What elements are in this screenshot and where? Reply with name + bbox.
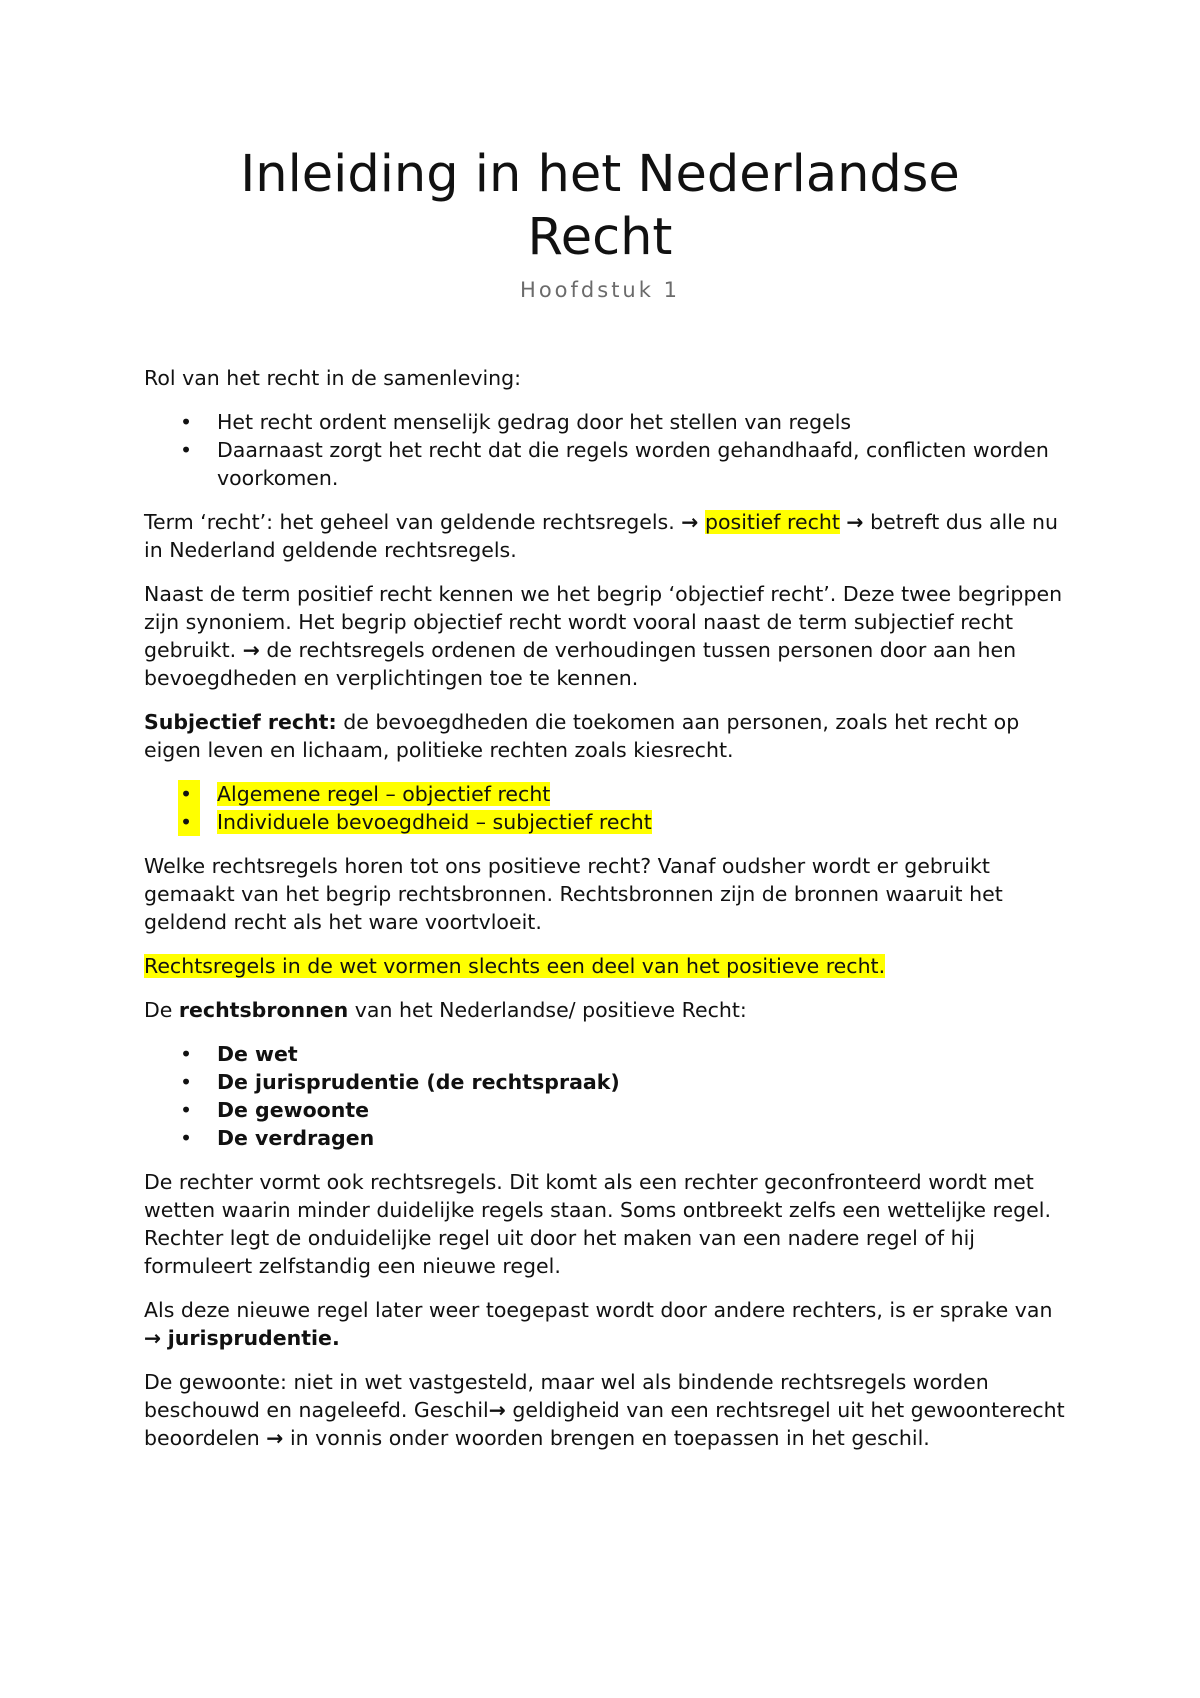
bullet-highlight: [178, 780, 200, 808]
subjectief-text: de bevoegdheden die toekomen aan personen, zoals het recht op eigen leven en lichaam, politieke rechten zoals kiesrecht.: [144, 710, 1020, 762]
als-text: Als deze nieuwe regel later weer toegepast wordt door andere rechters, is er sprake van: [144, 1298, 1053, 1322]
list-item: [144, 1096, 1074, 1124]
document-body: [144, 364, 1074, 1468]
document-subtitle: Hoofdstuk 1: [520, 278, 680, 302]
bronnen-text-2: van het Nederlandse/ positieve Recht:: [348, 998, 747, 1022]
bron-label: De gewoonte: [217, 1098, 370, 1122]
term-text-1: Term ‘recht’: het geheel van geldende rechtsregels.: [144, 510, 682, 534]
list-rol: [144, 408, 1074, 492]
als-bold: jurisprudentie.: [167, 1326, 340, 1350]
gewoonte-text-1: De gewoonte: niet in wet vastgesteld, maar wel als bindende rechtsregels worden beschouwd en nageleefd. Geschil: [144, 1370, 989, 1422]
arrow-right-icon: →: [846, 510, 864, 534]
term-text-2: betreft dus alle nu in Nederland geldende rechtsregels.: [144, 510, 1059, 562]
arrow-right-icon: →: [681, 510, 699, 534]
list-bronnen: [144, 1040, 1074, 1152]
paragraph-rechtsregels: [144, 952, 1074, 980]
naast-text-1: Naast de term positief recht kennen we het begrip ‘objectief recht’. Deze twee begrippen zijn synoniem. Het begrip objectief recht wordt vooral naast de term subjectief recht gebruikt.: [144, 582, 1063, 662]
title-line-2: Recht: [527, 208, 673, 267]
paragraph-rechter: De rechter vormt ook rechtsregels. Dit komt als een rechter geconfronteerd wordt met wetten waarin minder duidelijke regels staan. Soms ontbreekt zelfs een wettelijke regel. Rechter legt de onduidelijke regel uit door het maken van een nadere regel of hij formuleert zelfstandig een nieuwe regel.: [144, 1170, 1051, 1278]
list-item: [144, 1124, 1074, 1152]
bron-label: De jurisprudentie (de rechtspraak): [217, 1070, 620, 1094]
bronnen-bold: rechtsbronnen: [178, 998, 349, 1022]
paragraph-term: [144, 508, 1074, 564]
list-item: • Het recht ordent menselijk gedrag door het stellen van regels: [144, 408, 1074, 436]
highlight-rechtsregels: Rechtsregels in de wet vormen slechts een deel van het positieve recht.: [144, 954, 886, 978]
highlight-text: Individuele bevoegdheid – subjectief recht: [217, 810, 652, 834]
paragraph-gewoonte: [144, 1368, 1074, 1452]
bron-label: De wet: [217, 1042, 298, 1066]
arrow-right-icon: →: [488, 1398, 506, 1422]
bullet-highlight: [178, 808, 200, 836]
paragraph-bronnen: [144, 996, 1074, 1024]
arrow-right-icon: →: [242, 638, 260, 662]
gewoonte-text-2: geldigheid van een rechtsregel uit het gewoonterecht beoordelen: [144, 1398, 1065, 1450]
highlight-positief-recht: positief recht: [704, 510, 840, 534]
list-item: • Daarnaast zorgt het recht dat die regels worden gehandhaafd, conflicten worden voorkomen.: [144, 436, 1074, 492]
arrow-right-icon: →: [266, 1426, 284, 1450]
paragraph-naast: [144, 580, 1074, 692]
list-item: [144, 1040, 1074, 1068]
paragraph-subjectief: [144, 708, 1074, 764]
list-highlighted: [144, 780, 1074, 836]
bron-label: De verdragen: [217, 1126, 375, 1150]
title-line-1: Inleiding in het Nederlandse: [240, 145, 960, 204]
arrow-right-icon: →: [144, 1326, 162, 1350]
bronnen-text-1: De: [144, 998, 179, 1022]
subjectief-label: Subjectief recht:: [144, 710, 337, 734]
document-title: [0, 143, 1200, 269]
list-item: [144, 780, 1074, 808]
list-item: [144, 808, 1074, 836]
list-item: [144, 1068, 1074, 1096]
naast-text-2: de rechtsregels ordenen de verhoudingen tussen personen door aan hen bevoegdheden en verplichtingen toe te kennen.: [144, 638, 1017, 690]
paragraph-welke: Welke rechtsregels horen tot ons positieve recht? Vanaf oudsher wordt er gebruikt gemaakt van het begrip rechtsbronnen. Rechtsbronnen zijn de bronnen waaruit het geldend recht als het ware voortvloeit.: [144, 854, 1003, 934]
highlight-text: Algemene regel – objectief recht: [217, 782, 551, 806]
gewoonte-text-3: in vonnis onder woorden brengen en toepassen in het geschil.: [283, 1426, 930, 1450]
paragraph-rol-intro: Rol van het recht in de samenleving:: [144, 366, 522, 390]
paragraph-als: [144, 1296, 1074, 1352]
